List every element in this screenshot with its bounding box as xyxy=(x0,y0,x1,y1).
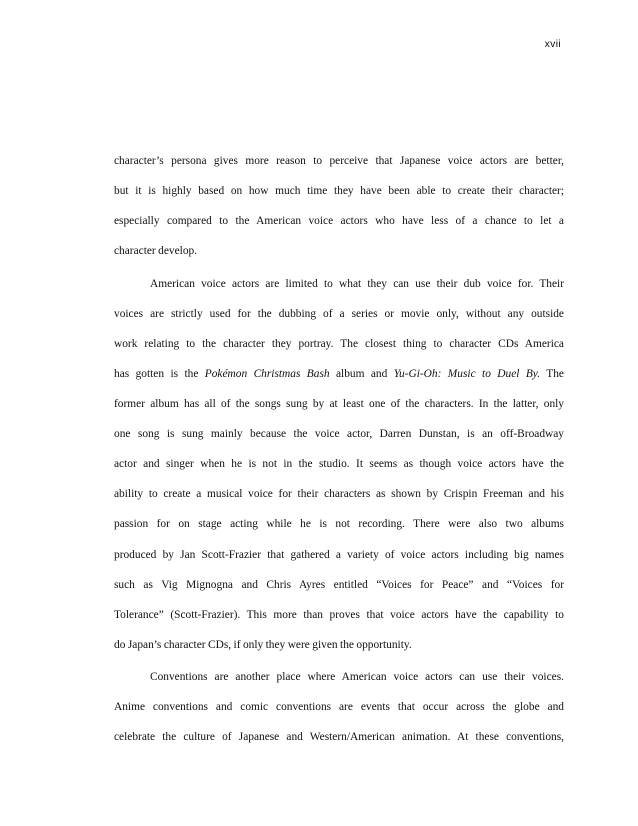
paragraph-3 xyxy=(114,662,564,752)
text-line: passion for on stage acting while he is not recording. There were also two albums xyxy=(114,518,564,531)
text-line: do Japan’s character CDs, if only they were given the opportunity. xyxy=(114,638,412,651)
line-text: has gotten is the xyxy=(114,367,205,380)
page-number: xvii xyxy=(544,38,561,50)
paragraph-1 xyxy=(114,146,564,266)
text-line: especially compared to the American voice actors who have less of a chance to let a xyxy=(114,215,564,228)
body-text xyxy=(114,146,564,752)
text-line-with-titles xyxy=(114,359,564,389)
text-line: American voice actors are limited to what they can use their dub voice for. Their xyxy=(150,277,564,290)
text-line: one song is sung mainly because the voice actor, Darren Dunstan, is an off-Broadway xyxy=(114,428,564,441)
paragraph-2 xyxy=(114,269,564,660)
line-text: album and xyxy=(329,367,394,380)
text-line: voices are strictly used for the dubbing of a series or movie only, without any outside xyxy=(114,307,564,320)
text-line: character develop. xyxy=(114,245,198,258)
text-line: celebrate the culture of Japanese and Western/American animation. At these conventions, xyxy=(114,731,564,744)
text-line: actor and singer when he is not in the studio. It seems as though voice actors have the xyxy=(114,458,564,471)
text-line: produced by Jan Scott-Frazier that gathered a variety of voice actors including big names xyxy=(114,548,564,561)
line-text: The xyxy=(540,367,564,380)
text-line: character’s persona gives more reason to perceive that Japanese voice actors are better, xyxy=(114,155,564,167)
text-line: ability to create a musical voice for their characters as shown by Crispin Freeman and his xyxy=(114,488,564,501)
album-title-pokemon: Pokémon Christmas Bash xyxy=(204,367,330,380)
album-title-yugioh: Yu-Gi-Oh: Music to Duel By. xyxy=(393,367,541,380)
text-line: Anime conventions and comic conventions are events that occur across the globe and xyxy=(114,701,564,714)
text-line: former album has all of the songs sung by at least one of the characters. In the latter, only xyxy=(114,398,564,411)
text-line: such as Vig Mignogna and Chris Ayres entitled “Voices for Peace” and “Voices for xyxy=(114,578,564,591)
text-line: but it is highly based on how much time they have been able to create their character; xyxy=(114,185,564,198)
text-line: Tolerance” (Scott-Frazier). This more than proves that voice actors have the capability to xyxy=(114,608,564,621)
text-line: Conventions are another place where American voice actors can use their voices. xyxy=(150,671,564,684)
text-line: work relating to the character they portray. The closest thing to character CDs America xyxy=(114,337,564,350)
